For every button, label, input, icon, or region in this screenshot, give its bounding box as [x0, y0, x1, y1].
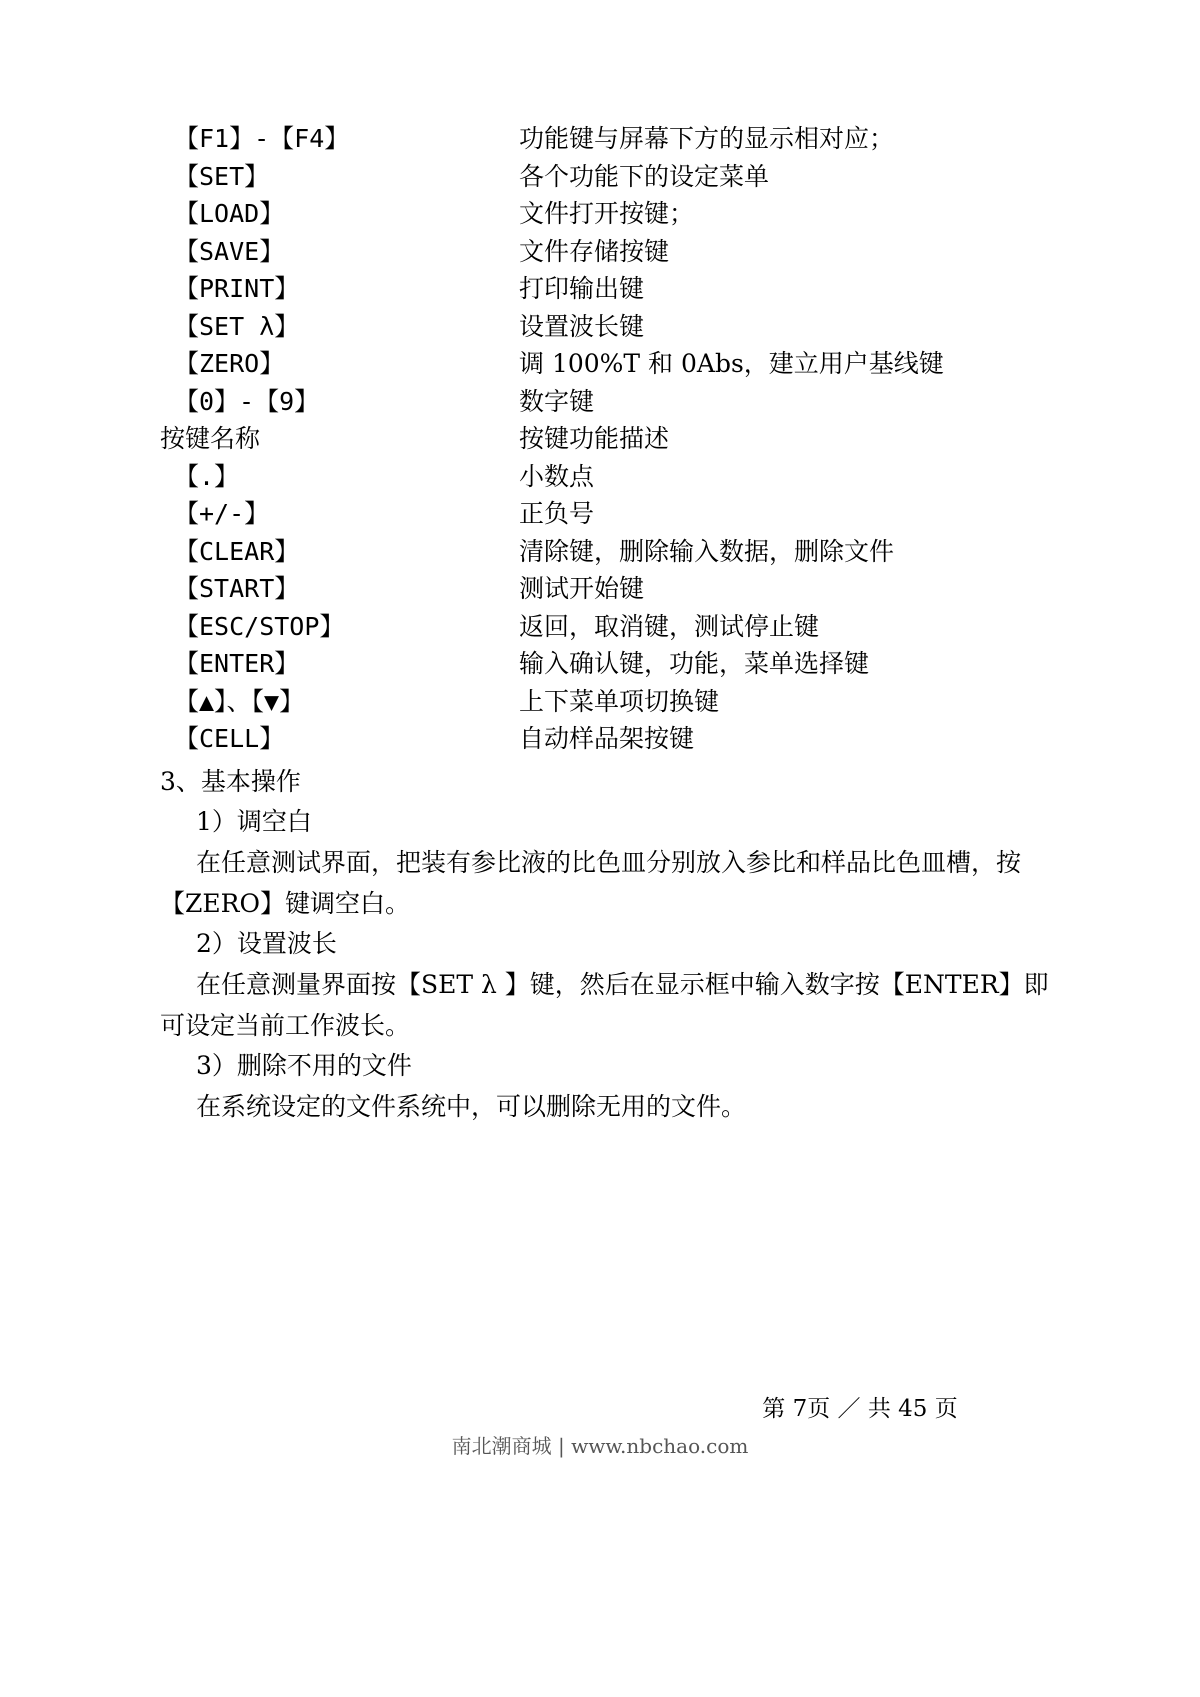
table-row: [160, 570, 1060, 608]
key-name-cell: 【CLEAR】: [174, 536, 300, 566]
key-desc-cell: 清除键，删除输入数据，删除文件: [519, 536, 895, 566]
footer-brand: 南北潮商城 | www.nbchao.com: [451, 1434, 749, 1458]
page-footer: [0, 1390, 1200, 1423]
key-description-table: [160, 120, 1060, 758]
key-desc-cell: 上下菜单项切换键: [519, 686, 720, 716]
table-row: [160, 383, 1060, 421]
subsection-body-3: 在系统设定的文件系统中，可以删除无用的文件。: [196, 1091, 747, 1121]
key-name-cell: 【START】: [174, 574, 300, 603]
section-title: 3、基本操作: [160, 766, 301, 796]
table-row: [160, 683, 1060, 721]
key-name-cell: 【ENTER】: [174, 649, 300, 678]
table-row: [160, 120, 1060, 158]
key-name-cell: 【CELL】: [174, 724, 285, 753]
key-desc-cell: 文件存储按键: [519, 236, 670, 266]
table-row: [160, 270, 1060, 308]
subsection-body-2: 在任意测量界面按【SET λ 】键，然后在显示框中输入数字按【ENTER】即可设定当前工作波长。: [160, 969, 1049, 1040]
table-row: [160, 195, 1060, 233]
key-desc-cell: 文件打开按键；: [519, 199, 695, 228]
key-name-cell: 【+/-】: [174, 499, 270, 528]
table-row: [160, 720, 1060, 758]
key-name-cell: 【.】: [174, 461, 240, 491]
subsection-body-1: 在任意测试界面，把装有参比液的比色皿分别放入参比和样品比色皿槽，按【ZERO】键调空白。: [160, 847, 1022, 918]
key-name-cell: 【LOAD】: [174, 199, 285, 228]
key-name-cell: 【SET λ】: [174, 311, 300, 341]
key-name-header: 按键名称: [160, 424, 261, 453]
key-desc-cell: 调 100%T 和 0Abs，建立用户基线键: [519, 349, 944, 378]
table-row: [160, 495, 1060, 533]
page-content: [160, 120, 1060, 1127]
table-row: [160, 308, 1060, 346]
key-desc-cell: 小数点: [519, 461, 595, 491]
key-desc-cell: 正负号: [519, 499, 595, 528]
key-desc-cell: 设置波长键: [519, 311, 645, 341]
key-desc-cell: 输入确认键，功能，菜单选择键: [519, 649, 870, 678]
key-name-cell: 【ESC/STOP】: [174, 611, 345, 641]
key-name-cell: 【0】-【9】: [174, 386, 320, 416]
page-number: 第 7页 ／ 共 45 页: [762, 1396, 958, 1422]
key-name-cell: 【ZERO】: [174, 349, 285, 378]
subsection-title-1: 1）调空白: [196, 806, 312, 836]
table-row: [160, 233, 1060, 271]
key-name-cell: 【SAVE】: [174, 236, 285, 266]
table-row: [160, 645, 1060, 683]
table-row: [160, 608, 1060, 646]
key-name-cell: 【SET】: [174, 161, 270, 191]
table-row: [160, 458, 1060, 496]
table-row: [160, 533, 1060, 571]
key-name-cell: 【PRINT】: [174, 274, 300, 303]
table-header-row: [160, 420, 1060, 458]
key-desc-cell: 数字键: [519, 386, 595, 416]
key-desc-cell: 各个功能下的设定菜单: [519, 161, 770, 191]
key-desc-cell: 功能键与屏幕下方的显示相对应；: [519, 124, 895, 153]
key-desc-header: 按键功能描述: [519, 424, 670, 453]
key-desc-cell: 返回，取消键，测试停止键: [519, 611, 820, 641]
table-row: [160, 158, 1060, 196]
key-name-cell: 【▲】、【▼】: [174, 686, 305, 716]
subsection-title-3: 3）删除不用的文件: [196, 1050, 412, 1080]
key-table-body: [160, 120, 1060, 758]
table-row: [160, 345, 1060, 383]
key-desc-cell: 打印输出键: [519, 274, 645, 303]
key-name-cell: 【F1】-【F4】: [174, 124, 350, 153]
key-desc-cell: 自动样品架按键: [519, 724, 695, 753]
subsection-title-2: 2）设置波长: [196, 928, 337, 958]
key-desc-cell: 测试开始键: [519, 574, 645, 603]
